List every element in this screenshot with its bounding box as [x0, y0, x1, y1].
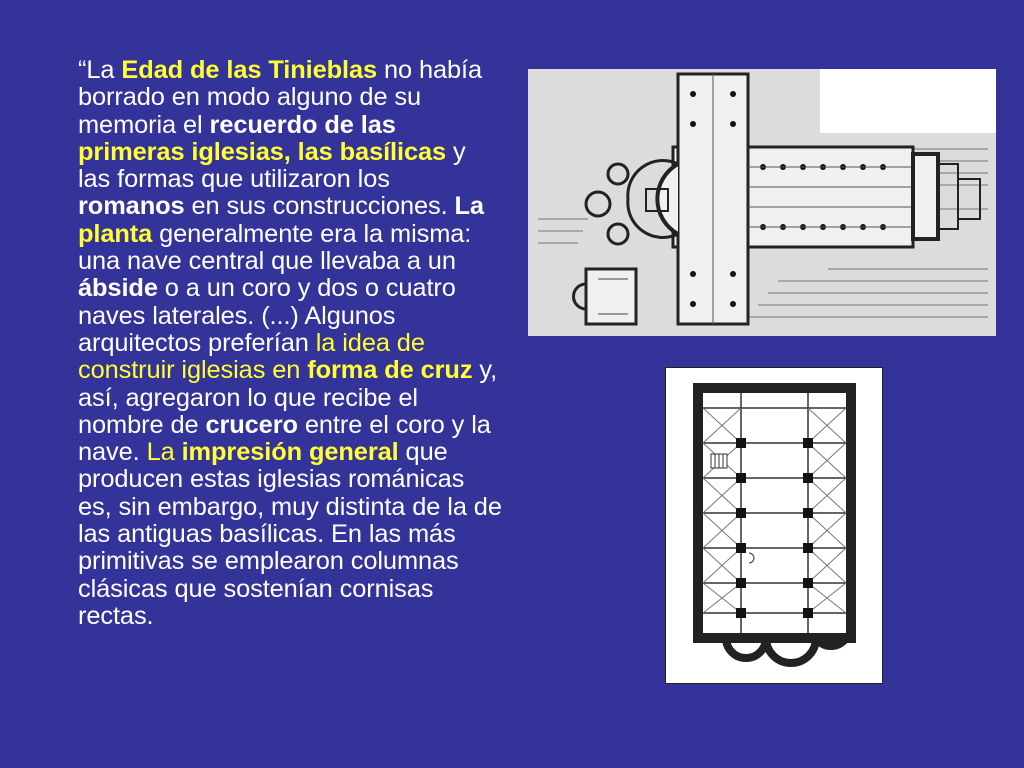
quote-segment: “La — [78, 56, 122, 84]
quote-segment-bold: recuerdo de las — [209, 110, 396, 139]
quote-segment: entre el coro y la nave. — [78, 410, 491, 467]
quote-segment: que producen estas iglesias románicas es, sin embargo, muy distinta de la de las antiguas basílicas. En las más primitivas se emplearon columnas clásicas que sostenían cornisas rectas. — [78, 438, 502, 630]
quote-segment-bold: La — [454, 192, 484, 221]
quote-segment: no había borrado en modo alguno de su memoria el — [78, 56, 483, 139]
quote-segment-bold: ábside — [78, 274, 158, 303]
quote-segment-highlight: impresión general — [181, 438, 399, 467]
quote-segment-bold: crucero — [205, 410, 298, 439]
rectangular-church-floor-plan — [665, 367, 883, 684]
quote-paragraph — [78, 57, 503, 630]
quote-segment: generalmente era la misma: una nave central que llevaba a un — [78, 219, 472, 276]
quote-segment: y, así, agregaron lo que recibe el nombre de — [78, 356, 498, 439]
cruciform-plan-drawing — [528, 69, 996, 336]
quote-segment: en sus construcciones. — [184, 192, 455, 221]
quote-segment-bold: romanos — [78, 192, 185, 221]
quote-segment-highlight: Edad de las Tinieblas — [121, 56, 378, 84]
quote-segment-highlight: planta — [78, 219, 153, 248]
quote-segment-highlight: la idea de construir iglesias en — [78, 328, 425, 385]
cruciform-church-floor-plan — [528, 69, 996, 336]
rectangular-plan-drawing — [666, 368, 882, 683]
quote-segment-highlight: forma de cruz — [307, 356, 473, 385]
quote-segment: o a un coro y dos o cuatro naves laterales. (...) Algunos arquitectos preferían — [78, 274, 456, 357]
quote-segment: y las formas que utilizaron los — [78, 137, 466, 194]
quote-segment-highlight: primeras iglesias, las basílicas — [78, 137, 447, 166]
quote-segment-highlight: La — [146, 438, 182, 467]
